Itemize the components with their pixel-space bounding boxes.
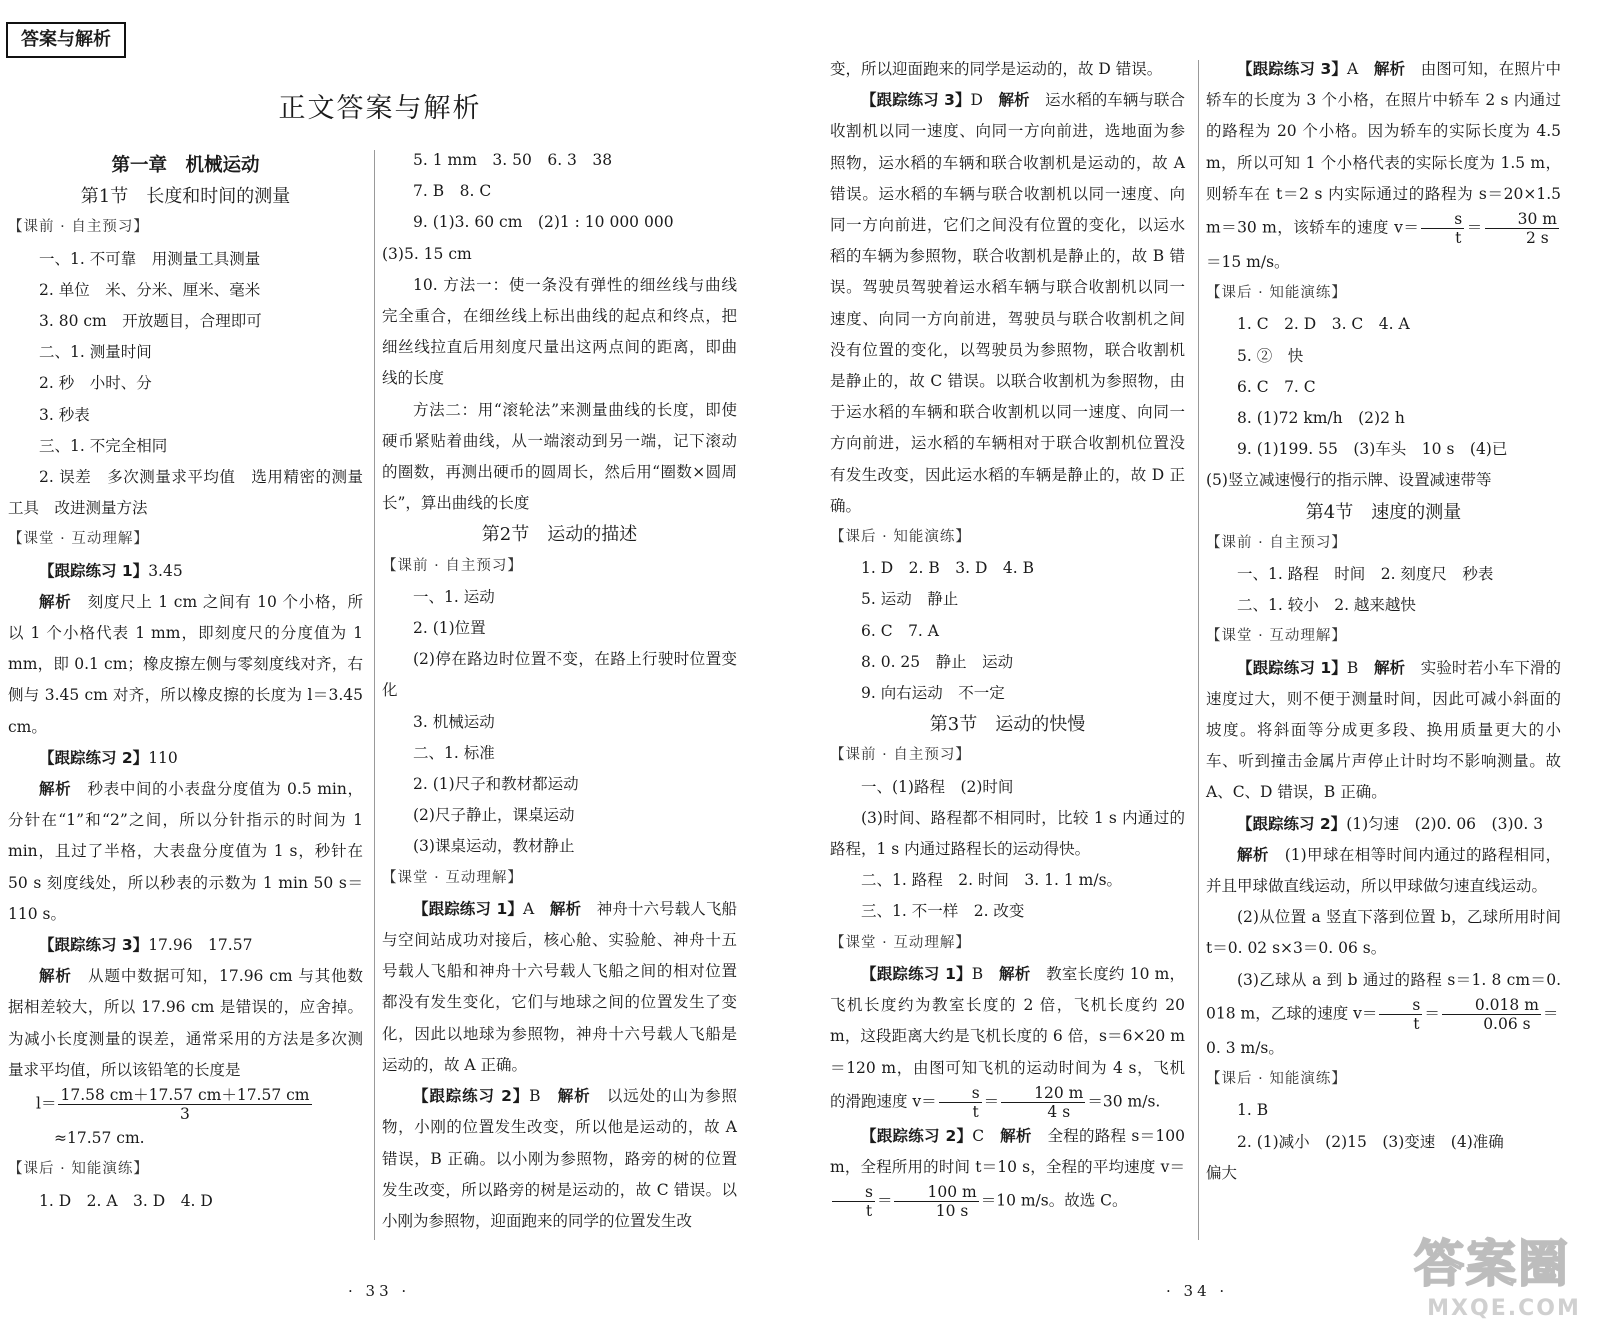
answer-line: 8. 0. 25 静止 运动: [861, 652, 1014, 671]
answer-line: 二、1. 较小 2. 越来越快: [1237, 596, 1416, 615]
answer-line: 一、1. 不可靠 用测量工具测量: [39, 249, 261, 268]
answer-line: 变，所以迎面跑来的同学是运动的，故 D 错误。: [830, 60, 1163, 78]
answer-line: 偏大: [1206, 1163, 1238, 1182]
tag: 【课前 · 自主预习】: [382, 557, 523, 574]
answer-line: 1. D 2. A 3. D 4. D: [39, 1191, 213, 1210]
exercise-answer: 【跟踪练习 3】17.96 17.57: [39, 936, 253, 955]
explanation: 解析 从题中数据可知，17.96 cm 与其他数据相差较大，所以 17.96 cm 是错误的，应舍掉。为减小长度测量的误差，通常采用的方法是多次测量求平均值，所以该铅笔的长度是: [8, 967, 363, 1079]
main-title: 正文答案与解析: [278, 93, 482, 124]
answer-line: 7. B 8. C: [413, 182, 492, 201]
page-right: [800, 0, 1600, 1320]
column-4: [1206, 54, 1561, 1189]
tag: 【课后 · 知能演练】: [1206, 1071, 1347, 1088]
explanation: 解析 秒表中间的小表盘分度值为 0.5 min，分针在“1”和“2”之间，所以分针指示的时间为 1 min，且过了半格，大表盘分度值为 1 s，秒针在 50 s 刻度线处，所以秒表的示数为 1 min 50 s＝110 s。: [8, 780, 363, 923]
answer-line: 三、1. 不一样 2. 改变: [861, 902, 1025, 921]
tag: 【课后 · 知能演练】: [1206, 285, 1347, 302]
section-title: 第3节 运动的快慢: [929, 714, 1086, 736]
tag: 【课堂 · 互动理解】: [830, 934, 971, 951]
answer-line: 二、1. 路程 2. 时间 3. 1. 1 m/s。: [861, 871, 1123, 890]
answer-line: 10. 方法一：使一条没有弹性的细丝线与曲线完全重合，在细丝线上标出曲线的起点和终点，把细丝线拉直后用刻度尺量出这两点间的距离，即曲线的长度: [382, 275, 737, 388]
column-divider: [1198, 60, 1199, 1240]
tag: 【课堂 · 互动理解】: [1206, 628, 1347, 645]
explanation: 【跟踪练习 3】D 解析 运水稻的车辆与联合收割机以同一速度、向同一方向前进，选地面为参照物，运水稻的车辆和联合收割机是运动的，故 A 错误。运水稻的车辆与联合收割机以同一速度、向同一方向前进，它们之间没有位置的变化，以运水稻的车辆为参照物，联合收割机是静止的，故 B 错误。驾驶员驾驶着运水稻车辆与联合收割机以同一速度、向同一方向前进，驾驶员与联合收割机之间没有位置的变化，以驾驶员为参照物，联合收割机是静止的，故 C 错误。以联合收割机为参照物，由于运水稻的车辆和联合收割机以同一速度、向同一方向前进，运水稻的车辆相对于联合收割机位置没有发生改变，因此运水稻的车辆是静止的，故 D 正确。: [830, 91, 1185, 515]
page-number: · 34 ·: [1166, 1282, 1229, 1300]
explanation: 【跟踪练习 1】B 解析 教室长度约 10 m，飞机长度约为教室长度的 2 倍，飞机长度约 20 m，这段距离大约是飞机长度的 6 倍，s＝6×20 m＝120 m，由图可知飞机的运动时间为 4 s，飞机的滑跑速度 v＝ $\frac{s}{t}$ ＝ $\frac{120 m}{4 s}$ ＝30 m/s.: [830, 964, 1185, 1121]
answer-line: 3. 秒表: [39, 405, 90, 424]
formula-result: ≈17.57 cm.: [54, 1129, 145, 1148]
answer-line: 0. 3 m/s。: [1206, 1038, 1284, 1057]
answer-line: 2. (1)尺子和教材都运动: [413, 775, 579, 794]
tag: 【课前 · 自主预习】: [8, 219, 149, 236]
tag: 【课前 · 自主预习】: [830, 747, 971, 764]
section-badge: 答案与解析: [6, 22, 126, 58]
answer-line: (2)停在路边时位置不变，在路上行驶时位置变化: [382, 650, 737, 700]
explanation: 【跟踪练习 1】B 解析 实验时若小车下滑的速度过大，则不便于测量时间，因此可减小斜面的坡度。将斜面等分成更多段、换用质量更大的小车、听到撞击金属片声停止计时均不影响测量。故 A、C、D 错误，B 正确。: [1206, 658, 1561, 802]
answer-line: 3. 80 cm 开放题目，合理即可: [39, 312, 262, 331]
answer-line: (2)尺子静止，课桌运动: [413, 806, 575, 825]
watermark-url: MXQE.COM: [1427, 1296, 1581, 1321]
answer-line: 2. 秒 小时、分: [39, 374, 152, 393]
exercise-answer: 【跟踪练习 2】(1)匀速 (2)0. 06 (3)0. 3: [1237, 814, 1544, 833]
tag: 【课堂 · 互动理解】: [8, 531, 149, 548]
answer-line: (3)5. 15 cm: [382, 244, 472, 263]
explanation: 【跟踪练习 1】A 解析 神舟十六号载人飞船与空间站成功对接后，核心舱、实验舱、神舟十五号载人飞船和神舟十六号载人飞船之间的相对位置都没有发生变化，它们与地球之间的位置发生了变化，因此以地球为参照物，神舟十六号载人飞船是运动的，故 A 正确。: [382, 899, 737, 1074]
explanation: (3)乙球从 a 到 b 通过的路程 s＝1. 8 cm＝0. 018 m，乙球的速度 v＝ $\frac{s}{t}$ ＝ $\frac{0.018 m}{0.06 s}$ ＝: [1206, 970, 1561, 1033]
answer-line: 8. (1)72 km/h (2)2 h: [1237, 409, 1405, 428]
answer-line: 一、1. 路程 时间 2. 刻度尺 秒表: [1237, 565, 1494, 584]
exercise-answer: 【跟踪练习 2】110: [39, 748, 178, 767]
page-left: [0, 0, 800, 1320]
page-number: · 33 ·: [348, 1282, 411, 1300]
answer-line: 2. (1)位置: [413, 619, 486, 638]
column-3: [830, 54, 1185, 1220]
watermark-text: 答案圈: [1414, 1235, 1570, 1293]
tag: 【课前 · 自主预习】: [1206, 534, 1347, 551]
answer-line: 5. 1 mm 3. 50 6. 3 38: [413, 151, 613, 169]
answer-line: 一、(1)路程 (2)时间: [861, 777, 1014, 796]
answer-line: 9. 向右运动 不一定: [861, 684, 1005, 703]
formula-average: l＝ $\frac{17.58 cm+17.57 cm+17.57 cm}{3}$: [36, 1086, 310, 1124]
column-divider: [374, 150, 375, 1240]
explanation: 解析 刻度尺上 1 cm 之间有 10 个小格，所以 1 个小格代表 1 mm，即刻度尺的分度值为 1 mm，即 0.1 cm；橡皮擦左侧与零刻度线对齐，右侧与 3.45 cm 对齐，所以橡皮擦的长度为 l＝3.45 cm。: [8, 592, 363, 736]
answer-line: 9. (1)199. 55 (3)车头 10 s (4)已: [1237, 440, 1508, 459]
answer-line: 一、1. 运动: [413, 587, 495, 606]
answer-line: (2)从位置 a 竖直下落到位置 b，乙球所用时间 t＝0. 02 s×3＝0. 06 s。: [1206, 908, 1561, 958]
answer-line: (3)课桌运动，教材静止: [413, 837, 575, 856]
answer-line: (3)时间、路程都不相同时，比较 1 s 内通过的路程，1 s 内通过路程长的运动得快。: [830, 808, 1185, 859]
tag: 【课后 · 知能演练】: [830, 529, 971, 546]
column-1: [8, 150, 363, 1217]
answer-line: 1. D 2. B 3. D 4. B: [861, 559, 1034, 578]
answer-line: 6. C 7. C: [1237, 377, 1316, 396]
answer-line: 2. 单位 米、分米、厘米、毫米: [39, 280, 261, 299]
explanation: 解析 (1)甲球在相等时间内通过的路程相同，并且甲球做直线运动，所以甲球做匀速直线运动。: [1206, 845, 1561, 896]
answer-line: 1. C 2. D 3. C 4. A: [1237, 315, 1410, 334]
answer-line: 二、1. 标准: [413, 743, 495, 762]
section-title: 第2节 运动的描述: [481, 524, 638, 546]
answer-line: 2. 误差 多次测量求平均值 选用精密的测量工具 改进测量方法: [8, 468, 363, 518]
chapter-title: 第一章 机械运动: [111, 155, 260, 176]
answer-line: 5. ② 快: [1237, 346, 1304, 365]
tag: 【课后 · 知能演练】: [8, 1161, 149, 1178]
section-title: 第4节 速度的测量: [1305, 501, 1462, 523]
explanation: 【跟踪练习 2】B 解析 以远处的山为参照物，小刚的位置发生改变，所以他是运动的，故 A 错误，B 正确。以小刚为参照物，路旁的树的位置发生改变，所以路旁的树是运动的，故 C 错误。以小刚为参照物，迎面跑来的同学的位置发生改: [382, 1087, 737, 1230]
answer-line: 9. (1)3. 60 cm (2)1 : 10 000 000: [413, 213, 674, 232]
column-2: [382, 145, 737, 1237]
answer-line: 1. B: [1237, 1101, 1269, 1120]
answer-line: 2. (1)减小 (2)15 (3)变速 (4)准确: [1237, 1132, 1504, 1151]
explanation: 【跟踪练习 2】C 解析 全程的路程 s＝100 m，全程所用的时间 t＝10 s，全程的平均速度 v＝ $\frac{s}{t}$ ＝ $\frac{100 m}{10 s}$ ＝10 m/s。故选 C。: [830, 1126, 1185, 1221]
answer-line: 3. 机械运动: [413, 712, 495, 731]
answer-line: 5. 运动 静止: [861, 590, 959, 609]
explanation: 【跟踪练习 3】A 解析 由图可知，在照片中轿车的长度为 3 个小格，在照片中轿车 2 s 内通过的路程为 20 个小格。因为轿车的实际长度为 4.5 m，所以可知 1 个小格代表的实际长度为 1.5 m，则轿车在 t＝2 s 内实际通过的路程为 s＝20×1.5 m＝30 m，该轿车的速度 v＝ $\frac{s}{t}$ ＝ $\frac{30 m}{2 s}$ ＝15 m/s。: [1206, 60, 1561, 272]
exercise-answer: 【跟踪练习 1】3.45: [39, 561, 183, 580]
section-title: 第1节 长度和时间的测量: [80, 186, 291, 208]
answer-line: (5)竖立减速慢行的指示牌、设置减速带等: [1206, 471, 1492, 490]
answer-line: 6. C 7. A: [861, 621, 939, 640]
answer-line: 三、1. 不完全相同: [39, 436, 168, 455]
answer-line: 二、1. 测量时间: [39, 343, 152, 362]
watermark-logo: [1414, 1224, 1594, 1321]
tag: 【课堂 · 互动理解】: [382, 869, 523, 886]
answer-line: 方法二：用“滚轮法”来测量曲线的长度，即使硬币紧贴着曲线，从一端滚动到另一端，记下滚动的圈数，再测出硬币的圆周长，然后用“圈数×圆周长”，算出曲线的长度: [382, 400, 737, 513]
